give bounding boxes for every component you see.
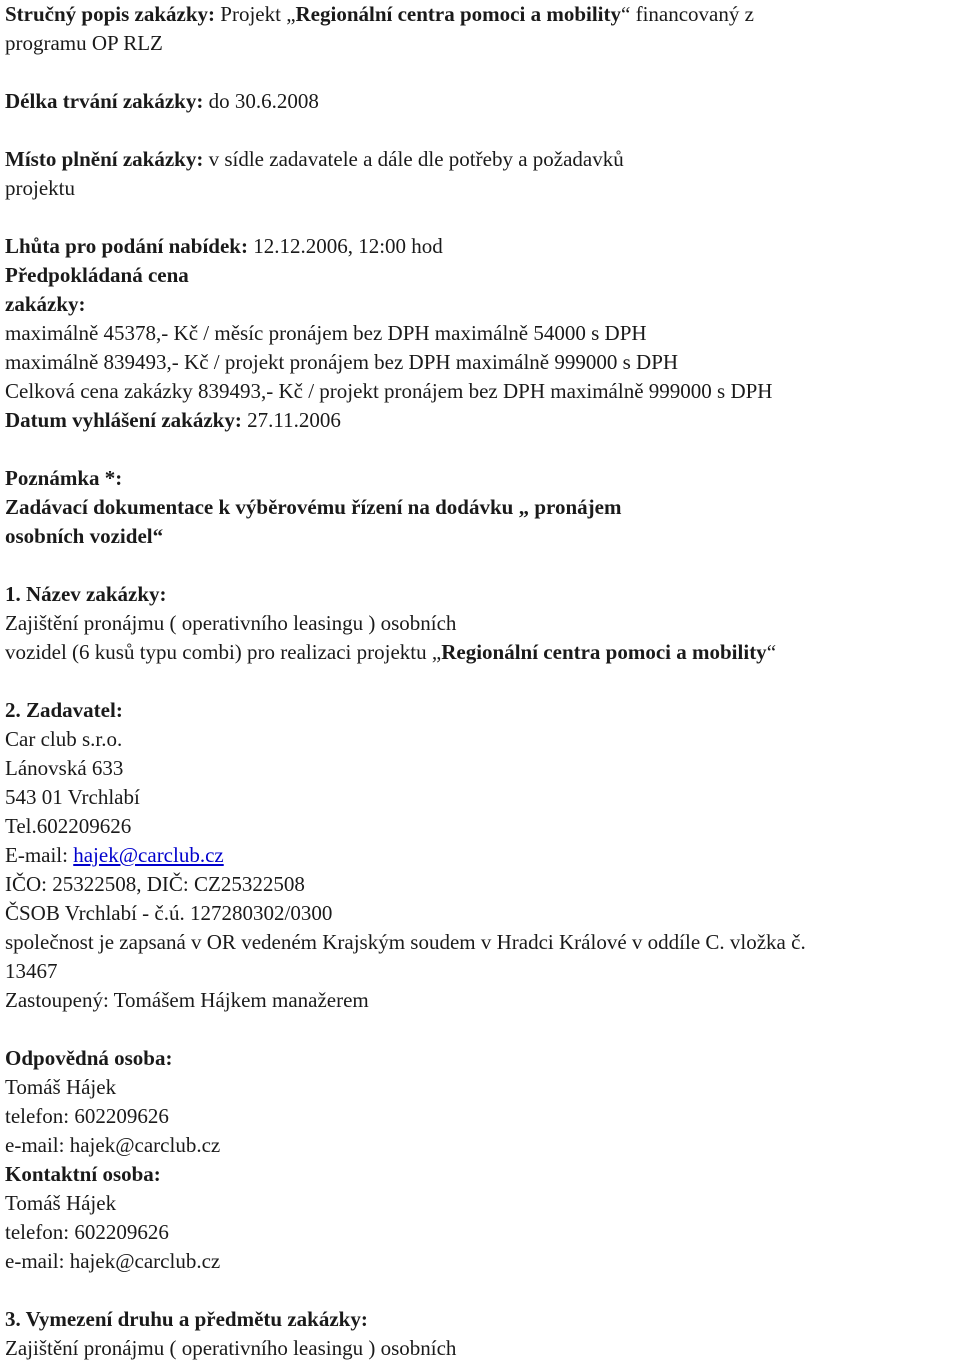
email-link[interactable]: hajek@carclub.cz (73, 843, 224, 867)
place-label: Místo plnění zakázky: (5, 147, 204, 171)
contact-name: Tomáš Hájek (5, 1191, 117, 1215)
deadline-value: 12.12.2006, 12:00 hod (247, 234, 443, 258)
contact-phone: telefon: 602209626 (5, 1220, 169, 1244)
company-city: 543 01 Vrchlabí (5, 785, 140, 809)
duration-label: Délka trvání zakázky: (5, 89, 204, 113)
summary-line-2: programu OP RLZ (5, 31, 163, 55)
place-line (5, 145, 957, 174)
summary-text-2: “ financovaný z (621, 2, 754, 26)
document-page (5, 0, 957, 1363)
company-registry-no: 13467 (5, 959, 58, 983)
summary-text-1: Projekt „ (215, 2, 296, 26)
section2-heading: 2. Zadavatel: (5, 698, 123, 722)
company-registry: společnost je zapsaná v OR vedeném Krajským soudem v Hradci Králové v oddíle C. vložka č. (5, 930, 806, 954)
price-label-1: Předpokládaná cena (5, 263, 189, 287)
contact-heading: Kontaktní osoba: (5, 1162, 161, 1186)
company-ids: IČO: 25322508, DIČ: CZ25322508 (5, 872, 305, 896)
place-value: v sídle zadavatele a dále dle potřeby a požadavků (203, 147, 624, 171)
summary-line (5, 0, 957, 29)
responsible-name: Tomáš Hájek (5, 1075, 117, 1099)
note-label: Poznámka *: (5, 466, 123, 490)
company-tel: Tel.602209626 (5, 814, 132, 838)
section3-heading: 3. Vymezení druhu a předmětu zakázky: (5, 1307, 368, 1331)
price-row-1: maximálně 45378,- Kč / měsíc pronájem bez DPH maximálně 54000 s DPH (5, 321, 647, 345)
responsible-heading: Odpovědná osoba: (5, 1046, 173, 1070)
contact-email: e-mail: hajek@carclub.cz (5, 1249, 221, 1273)
duration-line (5, 87, 957, 116)
section1-project-name: Regionální centra pomoci a mobility (441, 640, 767, 664)
price-row-3: Celková cena zakázky 839493,- Kč / projekt pronájem bez DPH maximálně 999000 s DPH (5, 379, 773, 403)
responsible-email: e-mail: hajek@carclub.cz (5, 1133, 221, 1157)
summary-project-name: Regionální centra pomoci a mobility (295, 2, 621, 26)
summary-label: Stručný popis zakázky: (5, 2, 216, 26)
price-row-2: maximálně 839493,- Kč / projekt pronájem bez DPH maximálně 999000 s DPH (5, 350, 679, 374)
announcement-label: Datum vyhlášení zakázky: (5, 408, 242, 432)
company-email-line: E-mail: hajek@carclub.cz (5, 843, 224, 867)
price-label-2: zakázky: (5, 292, 86, 316)
deadline-line (5, 232, 957, 261)
responsible-phone: telefon: 602209626 (5, 1104, 169, 1128)
announcement-line (5, 406, 957, 435)
section1-line-1: Zajištění pronájmu ( operativního leasingu ) osobních (5, 611, 457, 635)
announcement-value: 27.11.2006 (241, 408, 341, 432)
section1-line-2: vozidel (6 kusů typu combi) pro realizaci projektu „Regionální centra pomoci a mobility“ (5, 640, 777, 664)
section1-heading: 1. Název zakázky: (5, 582, 167, 606)
section3-line-1: Zajištění pronájmu ( operativního leasingu ) osobních (5, 1336, 457, 1360)
place-line-2: projektu (5, 176, 75, 200)
company-represented: Zastoupený: Tomášem Hájkem manažerem (5, 988, 369, 1012)
company-name: Car club s.r.o. (5, 727, 123, 751)
company-bank: ČSOB Vrchlabí - č.ú. 127280302/0300 (5, 901, 333, 925)
duration-value: do 30.6.2008 (203, 89, 319, 113)
note-line-2: osobních vozidel“ (5, 524, 164, 548)
deadline-label: Lhůta pro podání nabídek: (5, 234, 248, 258)
company-street: Lánovská 633 (5, 756, 124, 780)
note-line-1: Zadávací dokumentace k výběrovému řízení na dodávku „ pronájem (5, 495, 622, 519)
